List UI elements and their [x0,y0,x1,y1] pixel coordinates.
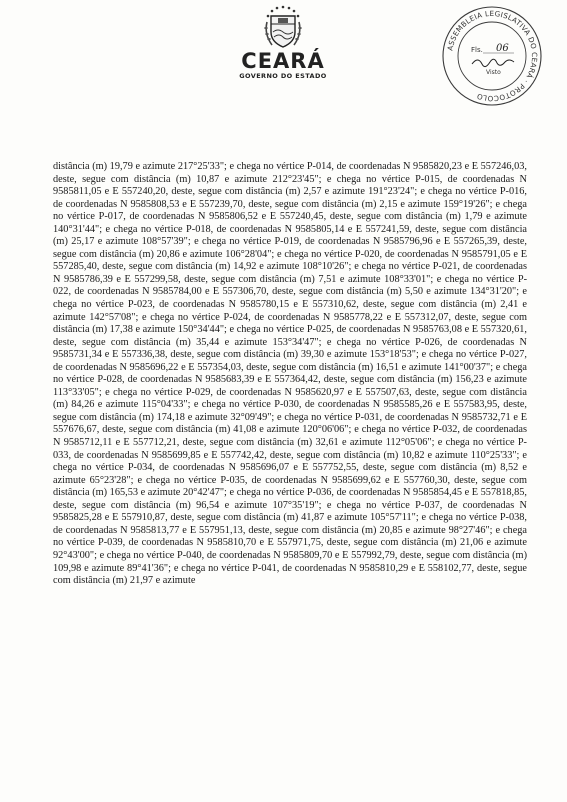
letterhead [228,4,338,80]
stamp-visto-label: Visto [486,69,501,76]
boundary-description-text: distância (m) 19,79 e azimute 217°25'33"; e chega no vértice P-014, de coordenadas N 9585820,23 e E 557246,03, deste, segue com distância (m) 10,87 e azimute 212°23'45"; e chega no vértice P-015, de coordenadas N 9585811,05 e E 557240,20, deste, segue com distância (m) 2,57 e azimute 191°23'24"; e chega no vértice P-016, de coordenadas N 9585808,53 e E 557239,70, deste, segue com distância (m) 2,15 e azimute 159°19'26"; e chega no vértice P-017, de coordenadas N 9585806,52 e E 557240,45, deste, segue com distância (m) 1,79 e azimute 140°31'44"; e chega no vértice P-018, de coordenadas N 9585805,14 e E 557241,59, deste, segue com distância (m) 25,17 e azimute 108°57'39"; e chega no vértice P-019, de coordenadas N 9585796,96 e E 557265,39, deste, segue com distância (m) 20,86 e azimute 106°28'04"; e chega no vértice P-020, de coordenadas N 9585791,05 e E 557285,40, deste, segue com distância (m) 14,92 e azimute 108°10'26"; e chega no vértice P-021, de coordenadas N 9585786,39 e E 557299,58, deste, segue com distância (m) 7,51 e azimute 108°33'01"; e chega no vértice P-022, de coordenadas N 9585784,00 e E 557306,70, deste, segue com distância (m) 5,50 e azimute 134°31'20"; e chega no vértice P-023, de coordenadas N 9585780,15 e E 557310,62, deste, segue com distância (m) 2,41 e azimute 142°57'08"; e chega no vértice P-024, de coordenadas N 9585778,22 e E 557312,07, deste, segue com distância (m) 17,38 e azimute 150°34'44"; e chega no vértice P-025, de coordenadas N 9585763,08 e E 557320,61, deste, segue com distância (m) 35,44 e azimute 153°34'47"; e chega no vértice P-026, de coordenadas N 9585731,34 e E 557336,38, deste, segue com distância (m) 39,30 e azimute 153°18'53"; e chega no vértice P-027, de coordenadas N 9585696,22 e E 557354,03, deste, segue com distância (m) 16,51 e azimute 141°00'37"; e chega no vértice P-028, de coordenadas N 9585683,39 e E 557364,42, deste, segue com distância (m) 156,23 e azimute 113°33'05"; e chega no vértice P-029, de coordenadas N 9585620,97 e E 557507,63, deste, segue com distância (m) 84,26 e azimute 115°04'33"; e chega no vértice P-030, de coordenadas N 9585585,26 e E 557583,95, deste, segue com distância (m) 174,18 e azimute 32°09'49"; e chega no vértice P-031, de coordenadas N 9585732,71 e E 557676,67, deste, segue com distância (m) 41,08 e azimute 120°06'06"; e chega no vértice P-032, de coordenadas N 9585712,11 e E 557712,21, deste, segue com distância (m) 32,61 e azimute 112°05'06"; e chega no vértice P-033, de coordenadas N 9585699,85 e E 557742,42, deste, segue com distância (m) 10,82 e azimute 110°25'33"; e chega no vértice P-034, de coordenadas N 9585696,07 e E 557752,55, deste, segue com distância (m) 8,52 e azimute 65°23'28"; e chega no vértice P-035, de coordenadas N 9585699,62 e E 557760,30, deste, segue com distância (m) 165,53 e azimute 20°42'47"; e chega no vértice P-036, de coordenadas N 9585854,45 e E 557818,85, deste, segue com distância (m) 96,54 e azimute 107°35'19"; e chega no vértice P-037, de coordenadas N 9585825,28 e E 557910,87, deste, segue com distância (m) 41,87 e azimute 105°57'11"; e chega no vértice P-038, de coordenadas N 9585813,77 e E 557951,13, deste, segue com distância (m) 20,85 e azimute 98°27'46"; e chega no vértice P-039, de coordenadas N 9585810,70 e E 557971,75, deste, segue com distância (m) 21,06 e azimute 92°43'00"; e chega no vértice P-040, de coordenadas N 9585809,70 e E 557992,79, deste, segue com distância (m) 109,98 e azimute 89°41'36"; e chega no vértice P-041, de coordenadas N 9585810,29 e E 558102,77, deste, segue com distância (m) 21,97 e azimute [53,161,527,587]
protocol-stamp [438,2,546,110]
coat-of-arms-icon [258,4,308,50]
stamp-field-label: Fls. [471,46,483,54]
svg-text:ASSEMBLEIA LEGISLATIVA DO CEAR [445,9,539,103]
stamp-ring-text: ASSEMBLEIA LEGISLATIVA DO CEARÁ · PROTOCOLO [445,8,540,104]
state-name: CEARÁ [241,49,325,73]
stamp-page-number: 06 [496,43,509,54]
signature-icon [472,59,514,66]
government-name: GOVERNO DO ESTADO [239,72,327,80]
